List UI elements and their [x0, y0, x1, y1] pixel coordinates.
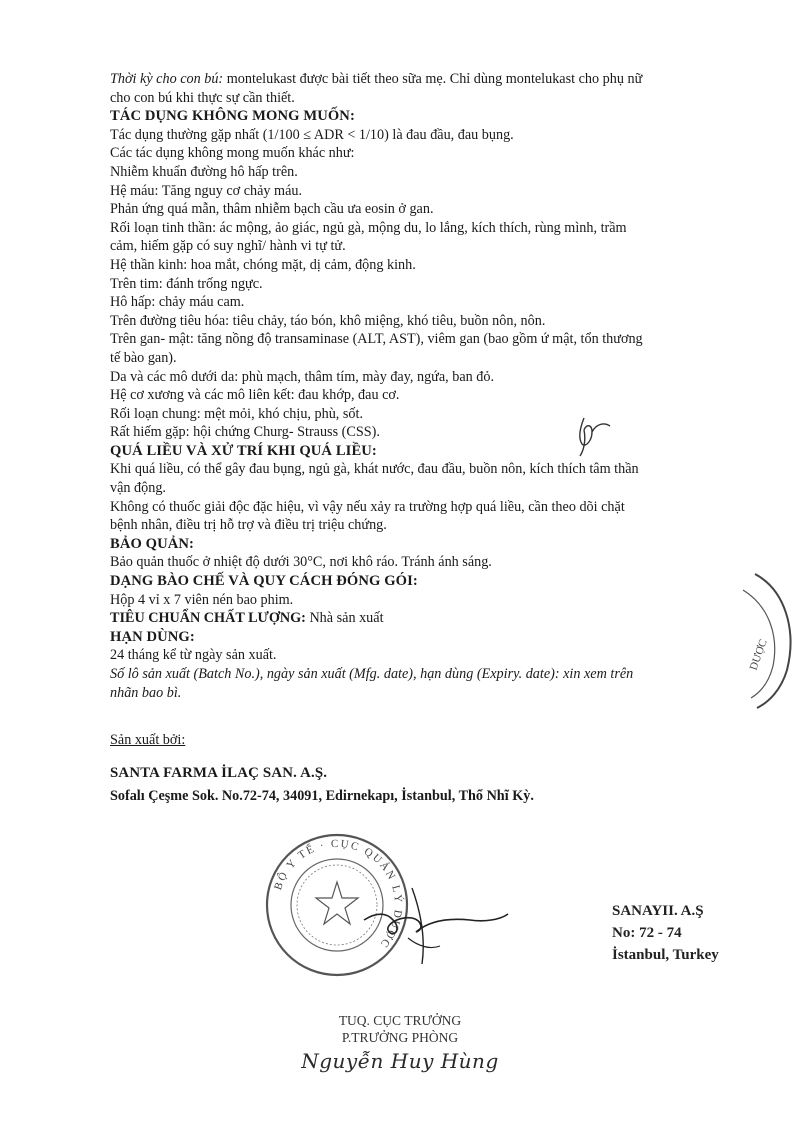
- initial-mark-icon: [570, 410, 620, 460]
- side-effect-line: Trên tim: đánh trống ngực.: [110, 275, 263, 292]
- partial-stamp-text: DƯỢC: [747, 637, 770, 672]
- dosage-form-text: Hộp 4 vỉ x 7 viên nén bao phim.: [110, 591, 294, 608]
- quality-text: Nhà sản xuất: [305, 610, 384, 627]
- seal-text: BỘ Y TẾ · CỤC QUẢN LÝ DƯỢC: [272, 837, 405, 951]
- shelf-life-heading: HẠN DÙNG:: [110, 628, 195, 645]
- body-text: [110, 70, 730, 702]
- manufacturer-address: Sofalı Çeşme Sok. No.72-74, 34091, Edirnekapı, İstanbul, Thổ Nhĩ Kỳ.: [110, 788, 534, 804]
- side-effect-line: cảm, hiếm gặp có suy nghĩ/ hành vi tự tử.: [110, 238, 346, 255]
- side-effect-line: Trên đường tiêu hóa: tiêu chảy, táo bón, khô miệng, khó tiêu, buồn nôn, nôn.: [110, 312, 546, 329]
- side-effect-line: Rất hiếm gặp: hội chứng Churg- Strauss (CSS).: [110, 424, 380, 441]
- batch-note-line-2: nhãn bao bì.: [110, 684, 182, 701]
- quality-heading: TIÊU CHUẨN CHẤT LƯỢNG:: [110, 610, 306, 627]
- company-stamp-line-2: No: 72 - 74: [612, 925, 682, 941]
- side-effect-line: Da và các mô dưới da: phù mạch, thâm tím, mày đay, ngứa, ban đỏ.: [110, 368, 495, 385]
- storage-text: Bảo quản thuốc ở nhiệt độ dưới 30°C, nơi khô ráo. Tránh ánh sáng.: [110, 554, 492, 571]
- signatory-name: Nguyễn Huy Hùng: [301, 1049, 499, 1073]
- side-effect-line: Các tác dụng không mong muốn khác như:: [110, 145, 355, 162]
- side-effect-line: Hô hấp: chảy máu cam.: [110, 294, 245, 311]
- nursing-line-2: cho con bú khi thực sự cần thiết.: [110, 89, 295, 106]
- side-effect-line: Tác dụng thường gặp nhất (1/100 ≤ ADR < 1/10) là đau đầu, đau bụng.: [110, 126, 514, 143]
- signatory-line-2: P.TRƯỞNG PHÒNG: [341, 1030, 459, 1045]
- partial-stamp-icon: [735, 570, 799, 710]
- company-stamp-line-1: SANAYII. A.Ş: [612, 903, 704, 919]
- side-effect-line: Nhiễm khuẩn đường hô hấp trên.: [110, 163, 298, 180]
- side-effect-line: Trên gan- mật: tăng nồng độ transaminase (ALT, AST), viêm gan (bao gồm ứ mật, tổn thương: [110, 331, 643, 348]
- side-effect-line: tế bào gan).: [110, 349, 177, 366]
- manufacturer-name: SANTA FARMA İLAÇ SAN. A.Ş.: [110, 765, 328, 781]
- side-effect-line: Hệ thần kinh: hoa mắt, chóng mặt, dị cảm, động kinh.: [110, 256, 416, 273]
- overdose-line: Không có thuốc giải độc đặc hiệu, vì vậy nếu xảy ra trường hợp quá liều, cần theo dõi chặt: [110, 498, 625, 515]
- overdose-heading: QUÁ LIỀU VÀ XỬ TRÍ KHI QUÁ LIỀU:: [110, 442, 377, 459]
- side-effects-heading: TÁC DỤNG KHÔNG MONG MUỐN:: [110, 108, 355, 125]
- quality-line: [110, 609, 730, 628]
- overdose-line: bệnh nhân, điều trị hỗ trợ và điều trị triệu chứng.: [110, 517, 387, 534]
- shelf-life-text: 24 tháng kể từ ngày sản xuất.: [110, 647, 277, 664]
- signatory-block: [290, 1012, 510, 1076]
- side-effect-line: Rối loạn tinh thần: ác mộng, ảo giác, ngủ gà, mộng du, lo lắng, kích thích, rùng mình, trầm: [110, 219, 627, 236]
- side-effect-line: Phản ứng quá mẫn, thâm nhiễm bạch cầu ưa eosin ở gan.: [110, 201, 434, 218]
- batch-note-line-1: Số lô sản xuất (Batch No.), ngày sản xuất (Mfg. date), hạn dùng (Expiry. date): xin xem trên: [110, 666, 634, 682]
- nursing-line-1: Thời kỳ cho con bú: montelukast được bài tiết theo sữa mẹ. Chỉ dùng montelukast cho phụ nữ: [110, 71, 643, 87]
- storage-heading: BẢO QUẢN:: [110, 535, 195, 552]
- manufacturer-label: Sản xuất bởi:: [110, 732, 186, 748]
- side-effect-line: Rối loạn chung: mệt mỏi, khó chịu, phù, sốt.: [110, 405, 363, 422]
- side-effect-line: Hệ máu: Tăng nguy cơ chảy máu.: [110, 182, 303, 199]
- dosage-form-heading: DẠNG BÀO CHẾ VÀ QUY CÁCH ĐÓNG GÓI:: [110, 573, 418, 590]
- company-stamp-line-3: İstanbul, Turkey: [612, 947, 719, 963]
- manufacturer-block: [110, 732, 710, 805]
- company-stamp: [612, 900, 719, 966]
- signature-icon: [360, 880, 510, 970]
- overdose-line: vận động.: [110, 480, 166, 497]
- side-effect-line: Hệ cơ xương và các mô liên kết: đau khớp, đau cơ.: [110, 387, 400, 404]
- overdose-line: Khi quá liều, có thể gây đau bụng, ngủ gà, khát nước, đau đầu, buồn nôn, kích thích tâm thần: [110, 461, 639, 478]
- signatory-line-1: TUQ. CỤC TRƯỞNG: [338, 1013, 462, 1028]
